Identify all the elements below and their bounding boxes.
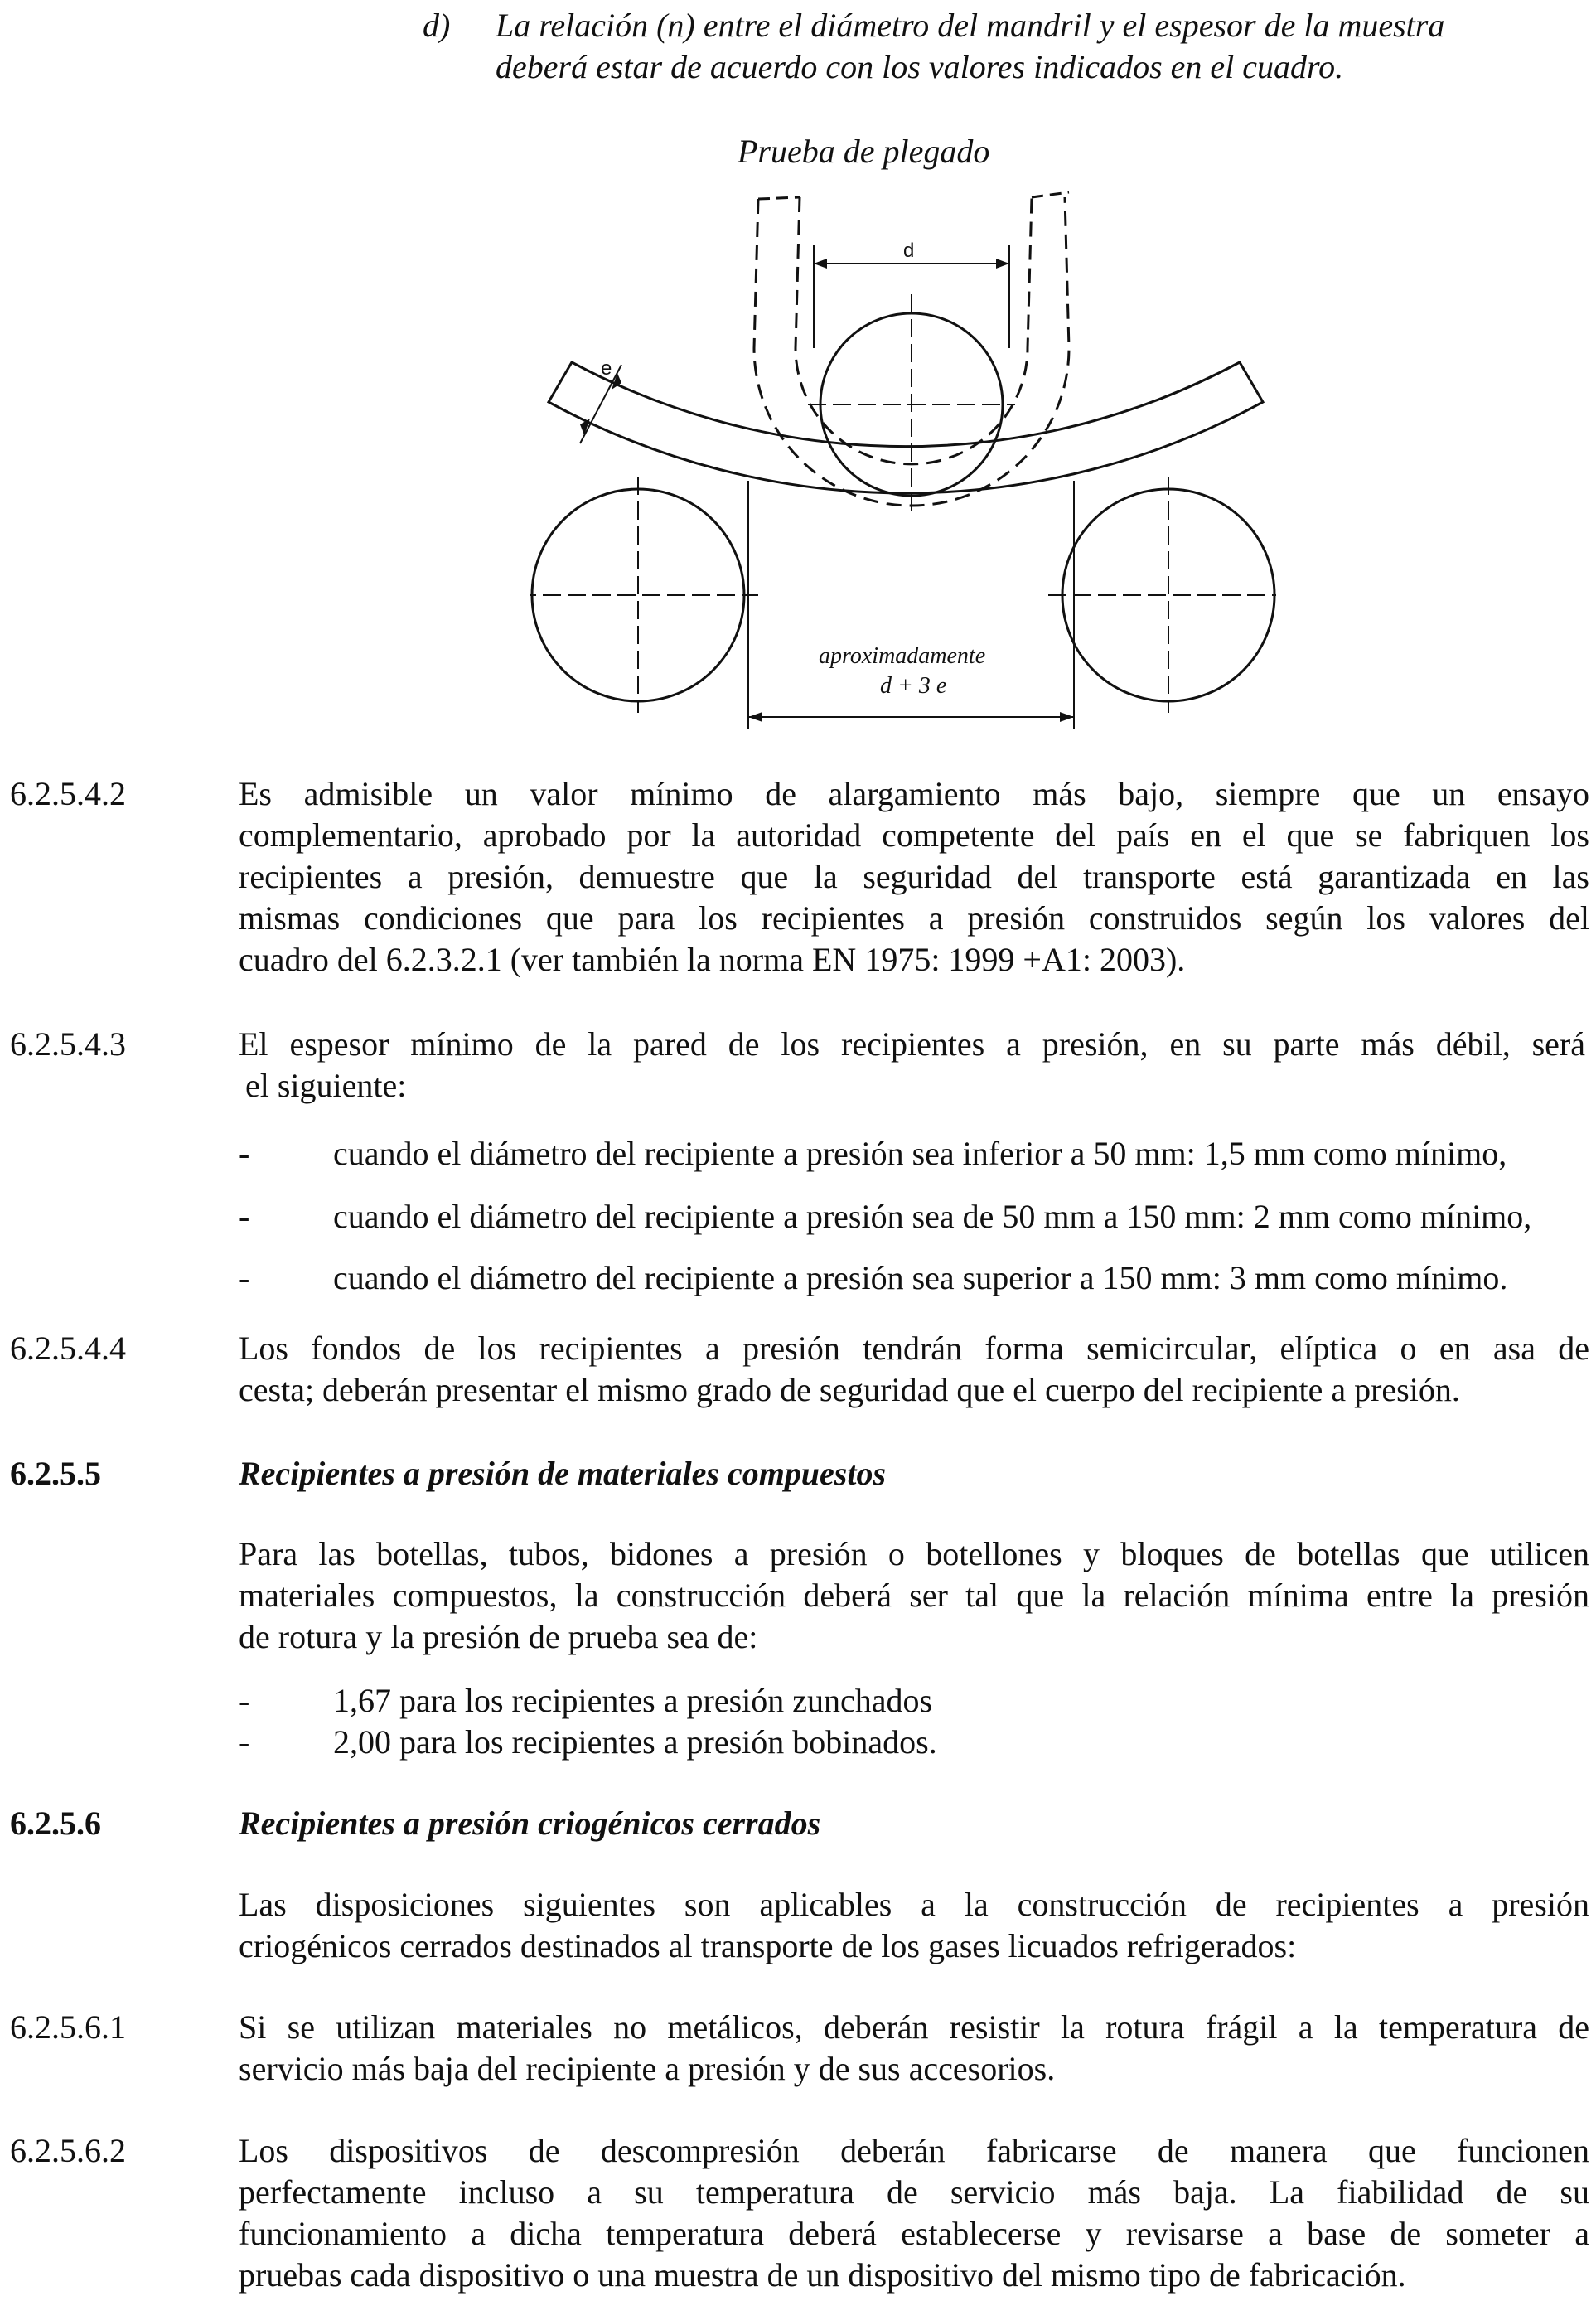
text-line: recipientes a presión, demuestre que la seguridad del transporte está garantizada en las [239,858,1589,895]
section-number-6-2-5-6-2: 6.2.5.6.2 [10,2132,126,2169]
section-number-6-2-5-6-1: 6.2.5.6.1 [10,2008,126,2046]
section-body-6-2-5-4-2 [239,773,1589,981]
section-number-6-2-5-5: 6.2.5.5 [10,1455,101,1492]
right-roller [1062,489,1274,701]
text-line: pruebas cada dispositivo o una muestra de un dispositivo del mismo tipo de fabricación. [239,2256,1406,2294]
text-line: Los dispositivos de descompresión deberán fabricarse de manera que funcionen [239,2132,1589,2169]
u-specimen-inner-dashed [796,197,1032,464]
text-line: Para las botellas, tubos, bidones a presión o botellones y bloques de botellas que utilicen [239,1535,1589,1572]
label-approx-2: d + 3 e [880,673,947,699]
text-line: criogénicos cerrados destinados al transporte de los gases licuados refrigerados: [239,1927,1297,1964]
text-line: Los fondos de los recipientes a presión tendrán forma semicircular, elíptica o en asa de [239,1330,1589,1367]
text-line: perfectamente incluso a su temperatura de servicio más baja. La fiabilidad de su [239,2173,1589,2211]
text-line: funcionamiento a dicha temperatura deberá establecerse y revisarse a base de someter a [239,2215,1589,2252]
section-body-6-2-5-6 [239,1884,1589,1967]
intro-text [496,5,1574,88]
list-dash: - [239,1135,250,1172]
text-line: mismas condiciones que para los recipientes a presión construidos según los valores del [239,899,1589,937]
text-line: Las disposiciones siguientes son aplicables a la construcción de recipientes a presión [239,1886,1589,1923]
intro-label: d) [423,7,451,44]
list-item: cuando el diámetro del recipiente a presión sea superior a 150 mm: 3 mm como mínimo. [333,1259,1508,1296]
left-roller [532,489,744,701]
section-number-6-2-5-4-3: 6.2.5.4.3 [10,1025,126,1063]
text-line: servicio más baja del recipiente a presión y de sus accesorios. [239,2050,1056,2087]
u-specimen-top-right-dashed [1032,192,1069,197]
list-dash: - [239,1198,250,1235]
intro-line-1: La relación (n) entre el diámetro del mandril y el espesor de la muestra [496,7,1445,44]
section-heading-6-2-5-5: Recipientes a presión de materiales compuestos [239,1455,887,1492]
list-item: 1,67 para los recipientes a presión zunchados [333,1682,933,1719]
list-dash: - [239,1259,250,1296]
text-line: materiales compuestos, la construcción deberá ser tal que la relación mínima entre la presión [239,1577,1589,1614]
text-line: cuadro del 6.2.3.2.1 (ver también la norma EN 1975: 1999 +A1: 2003). [239,941,1186,978]
section-number-6-2-5-6: 6.2.5.6 [10,1804,101,1842]
label-d: d [903,240,915,262]
text-line: complementario, aprobado por la autoridad competente del país en el que se fabriquen los [239,816,1589,854]
label-approx-1: aproximadamente [819,643,986,669]
figure-title: Prueba de plegado [738,133,990,170]
bend-test-diagram [530,182,1276,746]
bent-specimen-solid [549,362,1263,493]
list-item: cuando el diámetro del recipiente a presión sea inferior a 50 mm: 1,5 mm como mínimo, [333,1135,1507,1172]
section-body-6-2-5-6-1 [239,2007,1589,2090]
section-body-6-2-5-4-4 [239,1328,1589,1411]
section-body-6-2-5-5 [239,1533,1589,1658]
list-dash: - [239,1723,250,1761]
list-item: 2,00 para los recipientes a presión bobinados. [333,1723,937,1761]
text-line: de rotura y la presión de prueba sea de: [239,1618,758,1655]
text-line: el siguiente: [245,1067,407,1104]
section-heading-6-2-5-6: Recipientes a presión criogénicos cerrados [239,1804,821,1842]
section-number-6-2-5-4-2: 6.2.5.4.2 [10,775,126,812]
u-specimen-top-left-dashed [758,197,800,199]
intro-line-2: deberá estar de acuerdo con los valores indicados en el cuadro. [496,48,1344,85]
section-number-6-2-5-4-4: 6.2.5.4.4 [10,1330,126,1367]
text-line: Es admisible un valor mínimo de alargamiento más bajo, siempre que un ensayo [239,775,1589,812]
list-item: cuando el diámetro del recipiente a presión sea de 50 mm a 150 mm: 2 mm como mínimo, [333,1198,1532,1235]
text-line: Si se utilizan materiales no metálicos, deberán resistir la rotura frágil a la temperatura de [239,2008,1589,2046]
text-line: El espesor mínimo de la pared de los recipientes a presión, en su parte más débil, será [239,1025,1585,1063]
label-e: e [601,357,612,380]
section-body-6-2-5-4-3 [239,1024,1585,1107]
section-body-6-2-5-6-2 [239,2130,1589,2296]
list-dash: - [239,1682,250,1719]
text-line: cesta; deberán presentar el mismo grado de seguridad que el cuerpo del recipiente a presión. [239,1371,1460,1408]
